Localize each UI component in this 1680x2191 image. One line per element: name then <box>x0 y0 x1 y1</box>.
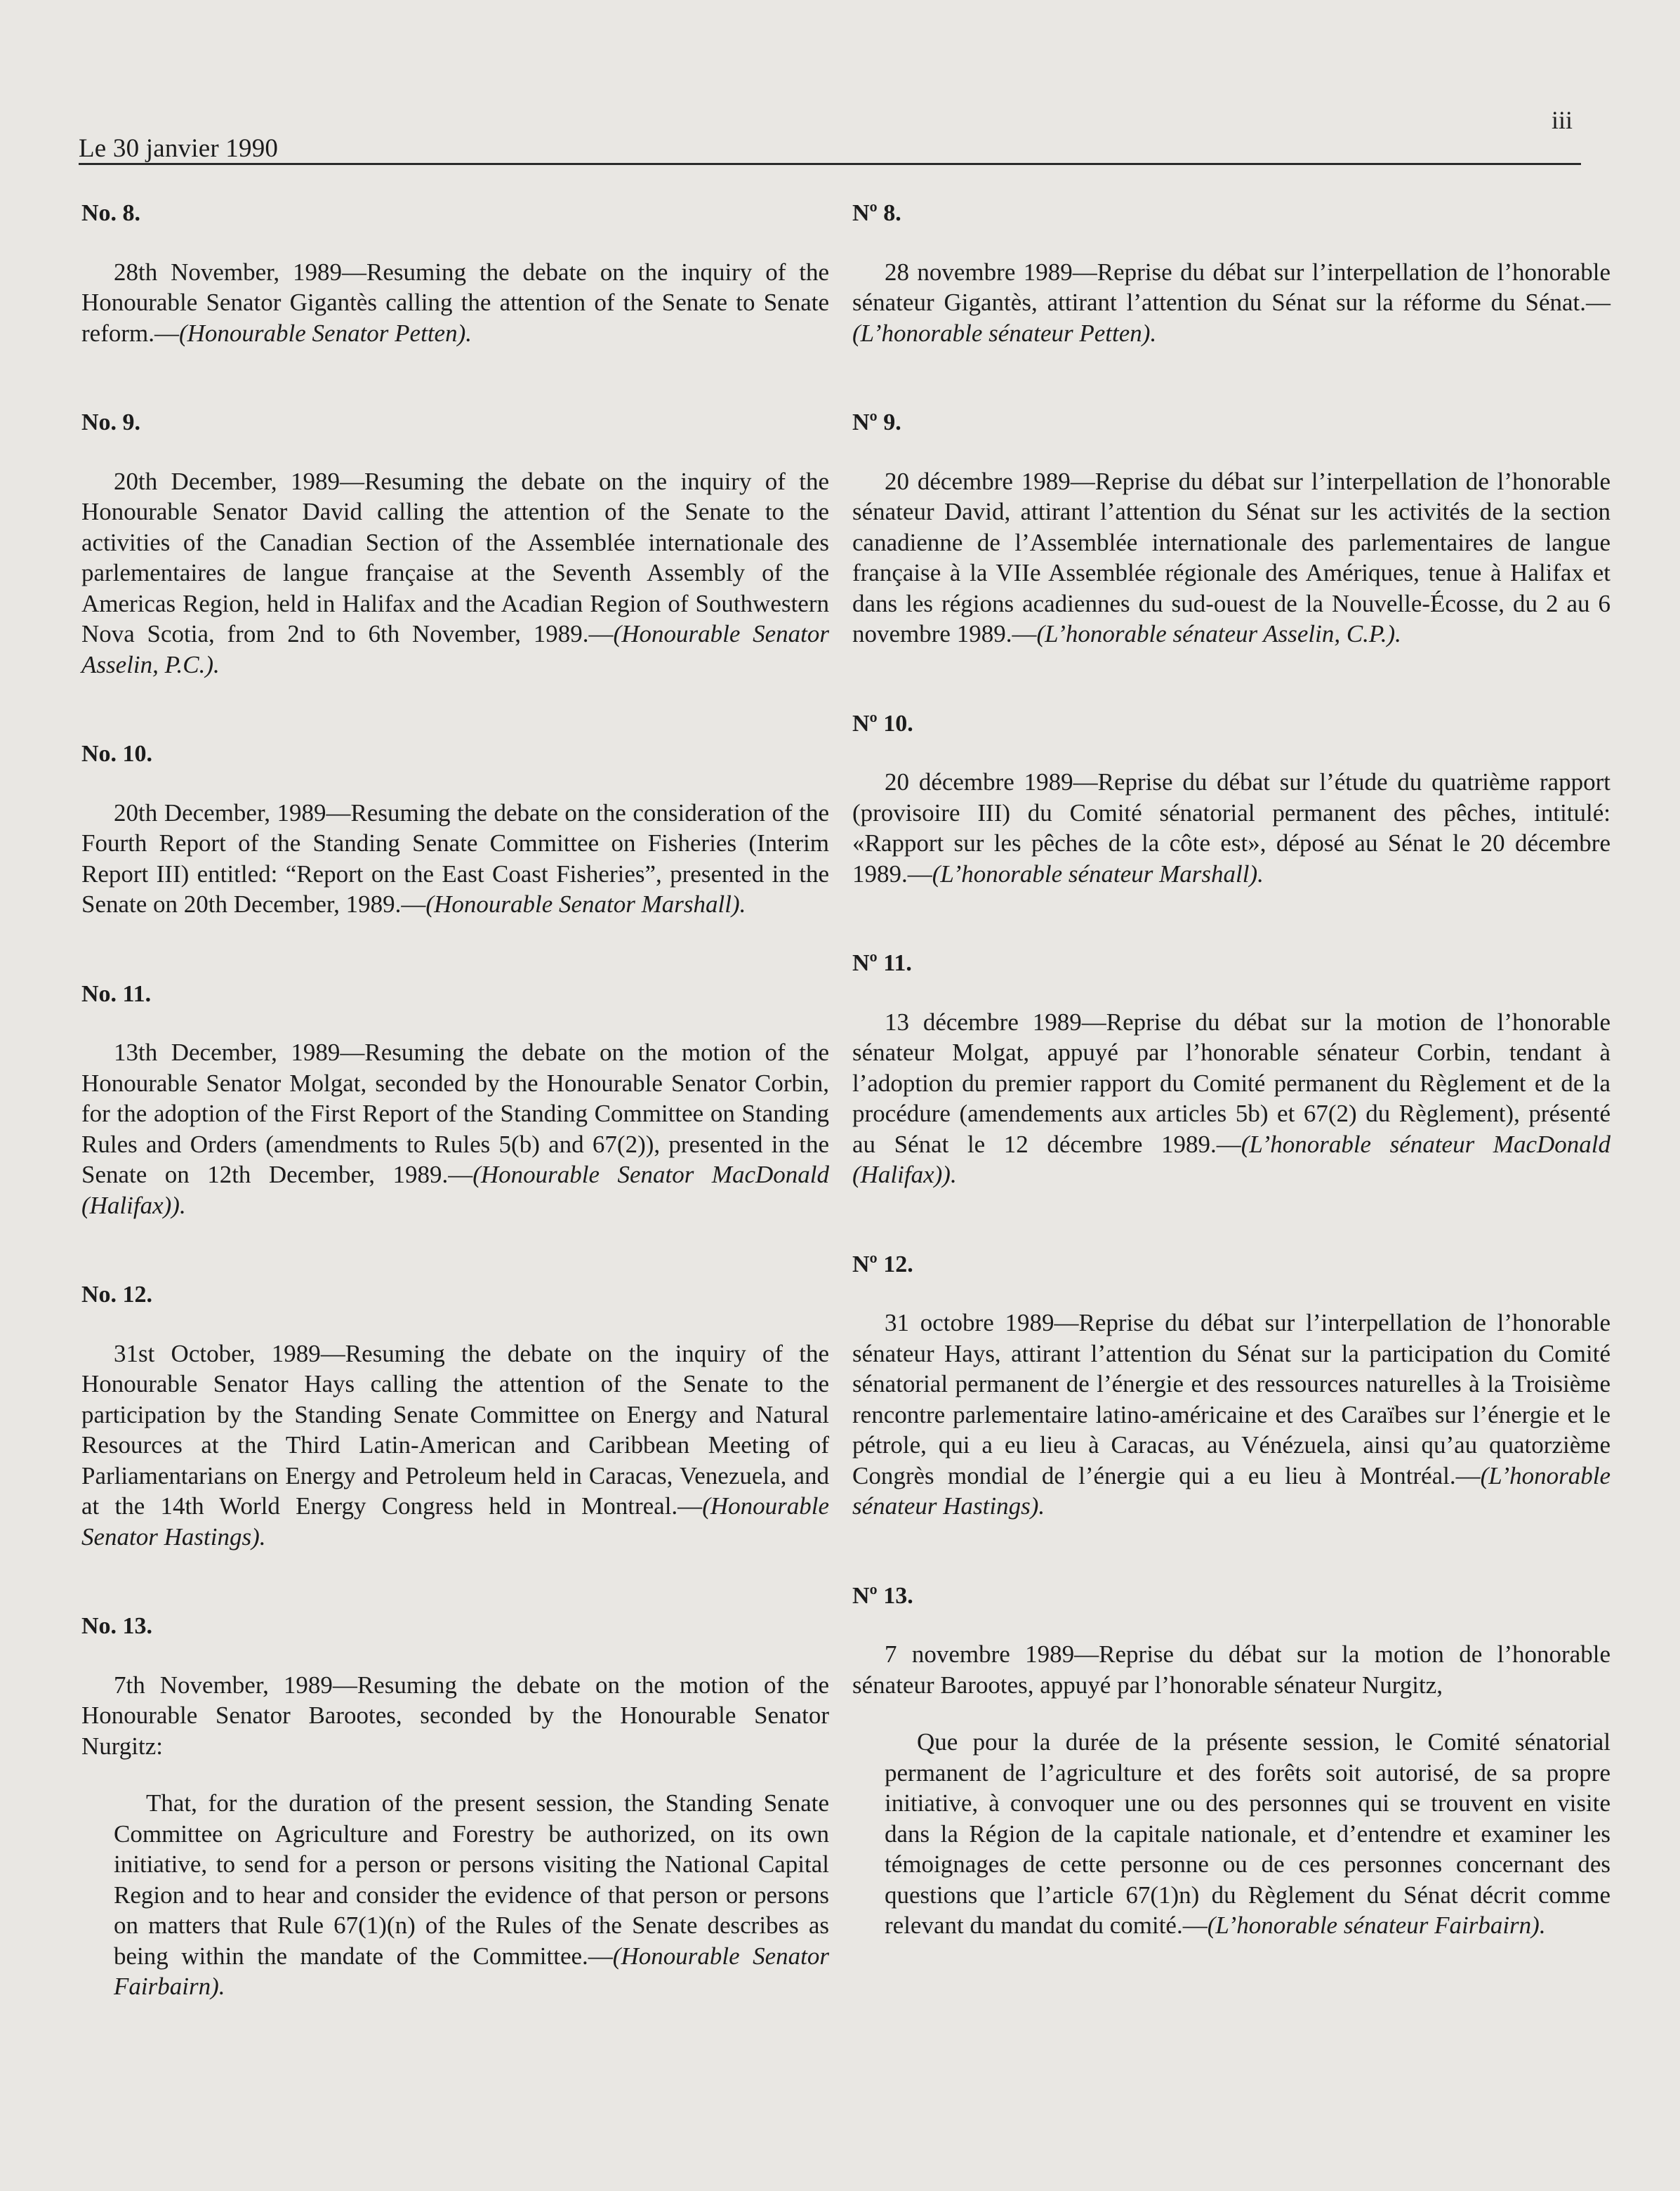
entry-heading: No. 12. <box>81 1282 153 1308</box>
entry-heading: Nº 13. <box>852 1582 913 1609</box>
entry-text <box>852 1639 1610 1700</box>
quote-sponsor: (L’honorable sénateur Fairbairn). <box>1207 1912 1546 1939</box>
entry-sponsor: (Honourable Senator Marshall). <box>425 890 746 918</box>
order-entry <box>81 198 829 348</box>
entry-text <box>81 798 829 920</box>
entry-text <box>852 466 1610 650</box>
entry-text <box>81 257 829 349</box>
header-rule <box>79 163 1581 165</box>
entry-text <box>81 1338 829 1553</box>
french-column <box>852 198 1610 2000</box>
entry-heading: No. 9. <box>81 409 141 435</box>
order-entry <box>81 407 829 680</box>
order-entry <box>852 948 1610 1190</box>
order-entry <box>852 1581 1610 1941</box>
entry-sponsor: (L’honorable sénateur Marshall). <box>932 860 1264 888</box>
entry-body-text: 7 novembre 1989—Reprise du débat sur la motion de l’honorable sénateur Barootes, appuyé par l’honorable sénateur Nurgitz, <box>852 1640 1610 1699</box>
entry-text <box>852 767 1610 889</box>
entry-text <box>852 1308 1610 1522</box>
quote-sponsor: (Honourable Senator Fairbairn). <box>114 1942 829 2000</box>
entry-text <box>81 1670 829 1762</box>
entry-body-text: 31 octobre 1989—Reprise du débat sur l’interpellation de l’honorable sénateur Hays, attirant l’attention du Sénat sur la participation du Comité sénatorial permanent de l’énergie et des ressources naturelles à la Troisième rencontre parlementaire latino-américaine et des Caraïbes sur l’énergie et le pétrole, qui a eu lieu à Caracas, au Vénézuela, ainsi qu’au quatorzième Congrès mondial de l’énergie qui a eu lieu à Montréal.— <box>852 1309 1610 1489</box>
entry-body-text: 13th December, 1989—Resuming the debate on the motion of the Honourable Senator Molgat, seconded by the Honourable Senator Corbin, for the adoption of the First Report of the Standing Committee on Standing Rules and Orders (amendments to Rules 5(b) and 67(2)), presented in the Senate on 12th December, 1989.— <box>81 1039 829 1188</box>
entry-text <box>81 466 829 680</box>
order-entry <box>852 1249 1610 1522</box>
entry-quote <box>852 1727 1610 1941</box>
entry-sponsor: (Honourable Senator Petten). <box>178 319 472 347</box>
english-column <box>81 198 829 2061</box>
order-entry <box>852 198 1610 348</box>
entry-text <box>852 1007 1610 1190</box>
entry-heading: Nº 10. <box>852 710 913 737</box>
entry-body-text: 20 décembre 1989—Reprise du débat sur l’interpellation de l’honorable sénateur David, attirant l’attention du Sénat sur les activités de la section canadienne de l’Assemblée internationale des parlementaires de langue française à la VIIe Assemblée régionale des Amériques, tenue à Halifax et dans les régions acadiennes du sud-ouest de la Nouvelle-Écosse, du 2 au 6 novembre 1989.— <box>852 467 1610 647</box>
entry-body-text: 13 décembre 1989—Reprise du débat sur la motion de l’honorable sénateur Molgat, appuyé par l’honorable sénateur Corbin, tendant à l’adoption du premier rapport du Comité permanent du Règlement et de la procédure (amendements aux articles 5b) et 67(2) du Règlement), présenté au Sénat le 12 décembre 1989.— <box>852 1008 1610 1158</box>
order-entry <box>81 739 829 920</box>
entry-body-text: 20th December, 1989—Resuming the debate on the consideration of the Fourth Report of the Standing Senate Committee on Fisheries (Interim Report III) entitled: “Report on the East Coast Fisheries”, presented in the Senate on 20th December, 1989.— <box>81 798 829 918</box>
entry-heading: Nº 8. <box>852 200 901 226</box>
order-entry <box>81 1279 829 1552</box>
page-date: Le 30 janvier 1990 <box>79 134 279 163</box>
entry-sponsor: (L’honorable sénateur MacDonald (Halifax)). <box>852 1130 1610 1188</box>
entry-heading: No. 11. <box>81 980 152 1007</box>
order-entry <box>852 407 1610 650</box>
entry-body-text: 28 novembre 1989—Reprise du débat sur l’interpellation de l’honorable sénateur Gigantès, attirant l’attention du Sénat sur la réforme du Sénat.— <box>852 258 1610 316</box>
entry-text <box>852 257 1610 349</box>
entry-body-text: 20th December, 1989—Resuming the debate on the inquiry of the Honourable Senator David calling the attention of the Senate to the activities of the Canadian Section of the Assemblée internationale des parlementaires de langue française at the Seventh Assembly of the Americas Region, held in Halifax and the Acadian Region of Southwestern Nova Scotia, from 2nd to 6th November, 1989.— <box>81 467 829 647</box>
order-entry <box>81 1611 829 2002</box>
entry-heading: Nº 9. <box>852 409 901 435</box>
entry-text <box>81 1037 829 1220</box>
quote-text: That, for the duration of the present session, the Standing Senate Committee on Agriculture and Forestry be authorized, on its own initiative, to send for a person or persons visiting the National Capital Region and to hear and consider the evidence of that person or persons on matters that Rule 67(1)(n) of the Rules of the Senate describes as being within the mandate of the Committee.— <box>114 1789 829 1970</box>
quote-text: Que pour la durée de la présente session, le Comité sénatorial permanent de l’agriculture et des forêts soit autorisé, de sa propre initiative, à convoquer une ou des personnes qui se trouvent en visite dans la Région de la capitale nationale, et d’entendre et examiner les témoignages de cette personne ou de ces personnes concernant des questions que l’article 67(1)n) du Règlement du Sénat décrit comme relevant du mandat du comité.— <box>885 1728 1610 1939</box>
entry-sponsor: (Honourable Senator MacDonald (Halifax)). <box>81 1161 829 1219</box>
entry-sponsor: (L’honorable sénateur Hastings). <box>852 1461 1610 1520</box>
entry-body-text: 28th November, 1989—Resuming the debate on the inquiry of the Honourable Senator Gigantès calling the attention of the Senate to Senate reform.— <box>81 258 829 347</box>
order-entry <box>852 709 1610 890</box>
entry-heading: Nº 12. <box>852 1251 913 1277</box>
entry-sponsor: (Honourable Senator Hastings). <box>81 1492 829 1551</box>
entry-sponsor: (L’honorable sénateur Asselin, C.P.). <box>1036 620 1401 647</box>
entry-heading: Nº 11. <box>852 950 912 976</box>
entry-heading: No. 10. <box>81 741 153 767</box>
entry-sponsor: (Honourable Senator Asselin, P.C.). <box>81 620 829 678</box>
entry-heading: No. 13. <box>81 1613 153 1639</box>
entry-body-text: 20 décembre 1989—Reprise du débat sur l’étude du quatrième rapport (provisoire III) du Comité sénatorial permanent des pêches, intitulé: «Rapport sur les pêches de la côte est», déposé au Sénat le 20 décembre 1989.— <box>852 768 1610 888</box>
entry-sponsor: (L’honorable sénateur Petten). <box>852 319 1157 347</box>
entry-body-text: 31st October, 1989—Resuming the debate on the inquiry of the Honourable Senator Hays calling the attention of the Senate to the participation by the Standing Senate Committee on Energy and Natural Resources at the Third Latin-American and Caribbean Meeting of Parliamentarians on Energy and Petroleum held in Caracas, Venezuela, and at the 14th World Energy Congress held in Montreal.— <box>81 1339 829 1520</box>
entry-quote <box>81 1788 829 2002</box>
order-entry <box>81 979 829 1221</box>
entry-body-text: 7th November, 1989—Resuming the debate on the motion of the Honourable Senator Barootes, seconded by the Honourable Senator Nurgitz: <box>81 1671 829 1760</box>
page-number: iii <box>1552 106 1573 134</box>
entry-heading: No. 8. <box>81 200 141 226</box>
